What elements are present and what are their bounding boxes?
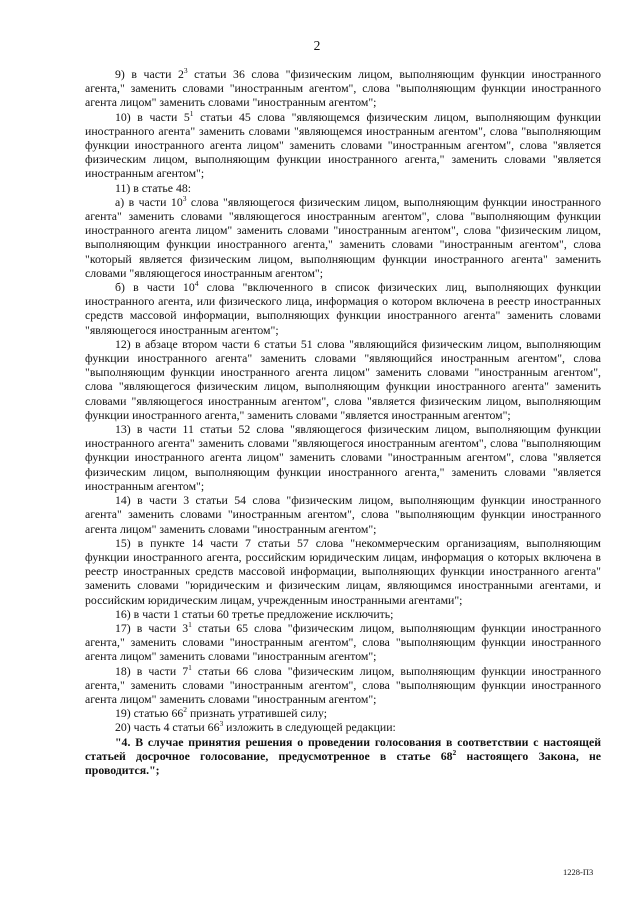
paragraph-text: 15) в пункте 14 части 7 статьи 57 слова "некоммерческим организациям, выполняющим функции иностранного агента, российским юридическим лицам, информация о которых включена в реестр иностранных средств массовой информации, выполняющих функции иностранного агента" заменить словами "юридическим и физическим лицам, являющимся иностранными агентами, и российским юридическим лицам, учрежденным иностранными агентами";	[85, 535, 601, 607]
document-body	[85, 67, 601, 777]
paragraph-text: а) в части 10	[115, 194, 183, 209]
superscript-index: 1	[189, 108, 194, 118]
paragraph-text: 16) в части 1 статьи 60 третье предложение исключить;	[115, 606, 394, 621]
paragraph-text: 12) в абзаце втором части 6 статьи 51 слова "являющийся физическим лицом, выполняющим функции иностранного агента" заменить словами "являющийся иностранным агентом", слова "выполняющим функции иностранного агента лицом" заменить словами "иностранным агентом", слова "являющегося физическим лицом, выполняющим функции иностранного агента" заменить словами "являющегося иностранным агентом", слова "является физическим лицом, выполняющим функции иностранного агента," заменить словами "является иностранным агентом";	[85, 336, 601, 422]
paragraph	[85, 536, 601, 607]
paragraph-text: 19) статью 66	[115, 706, 184, 721]
paragraph	[85, 664, 601, 707]
paragraph-text: статьи 66 слова "физическим лицом, выполняющим функции иностранного агента," заменить словами "иностранным агентом", слова "выполняющим функции иностранного агента лицом" заменить словами "иностранным агентом";	[85, 663, 601, 706]
superscript-index: 4	[194, 279, 199, 289]
paragraph-text: 17) в части 3	[115, 620, 189, 635]
paragraph-text: б) в части 10	[115, 280, 195, 295]
document-code: 1228-П3	[563, 867, 594, 877]
superscript-index: 1	[188, 662, 192, 672]
paragraph-text: признать утратившей силу;	[187, 706, 327, 721]
paragraph-text: "4. В случае принятия решения о проведении голосования в соответствии с настоящей статьей досрочное голосование, предусмотренное в статье 68	[85, 734, 601, 763]
paragraph-text: 10) в части 5	[115, 109, 190, 124]
paragraph	[85, 422, 601, 493]
paragraph-text: 20) часть 4 статьи 66	[115, 720, 220, 735]
superscript-index: 3	[219, 719, 224, 729]
paragraph-text: 11) в статье 48:	[115, 180, 192, 195]
paragraph-text: настоящего Закона, не проводится.";	[85, 748, 601, 777]
paragraph-text: статьи 36 слова "физическим лицом, выполняющим функции иностранного агента," заменить словами "иностранным агентом", слова "выполняющим функции иностранного агента лицом" заменить словами "иностранным агентом";	[85, 67, 601, 110]
paragraph	[85, 181, 601, 195]
page-number: 2	[313, 38, 321, 53]
superscript-index: 1	[188, 620, 192, 629]
paragraph	[85, 493, 601, 536]
paragraph-text: 18) в части 7	[115, 663, 189, 678]
paragraph	[85, 621, 601, 664]
paragraph-text: изложить в следующей редакции:	[223, 720, 396, 735]
paragraph-text: статьи 45 слова "являющемся физическим лицом, выполняющим функции иностранного агента" заменить словами "являющемся иностранным агентом", слова "выполняющим функции иностранного агента лицом" заменить словами "иностранным агентом", слова "является физическим лицом, выполняющим функции иностранного агента," заменить словами "является иностранным агентом";	[85, 109, 601, 181]
superscript-index: 3	[183, 66, 188, 76]
superscript-index: 2	[452, 747, 457, 757]
paragraph	[85, 110, 601, 181]
paragraph-text: статьи 65 слова "физическим лицом, выполняющим функции иностранного агента," заменить словами "иностранным агентом", слова "выполняющим функции иностранного агента лицом" заменить словами "иностранным агентом";	[85, 620, 601, 664]
paragraph-text: 13) в части 11 статьи 52 слова "являющегося физическим лицом, выполняющим функции иностранного агента" заменить словами "являющегося иностранным агентом", слова "выполняющим функции иностранного агента лицом" заменить словами "иностранным агентом", слова "является физическим лицом, выполняющим функции иностранного агента," заменить словами "является иностранным агентом";	[85, 422, 601, 493]
paragraph	[85, 735, 601, 778]
paragraph-text: слова "включенного в список физических лиц, выполняющих функции иностранного агента, или физического лица, информация о котором включена в реестр иностранных средств массовой информации, выполняющих функции иностранного агента" заменить словами "являющегося иностранным агентом";	[85, 280, 601, 337]
paragraph-text: слова "являющегося физическим лицом, выполняющим функции иностранного агента" заменить словами "являющегося иностранным агентом", слова "выполняющим функции иностранного агента лицом" заменить словами "иностранным агентом", слова "физическим лицом, выполняющим функции иностранного агента," заменить словами "иностранным агентом", слова "который является физическим лицом, выполняющим функции иностранного агента" заменить словами "являющегося иностранным агентом";	[85, 194, 601, 280]
superscript-index: 3	[182, 193, 187, 203]
paragraph	[85, 720, 601, 734]
paragraph-text: 9) в части 2	[115, 67, 184, 81]
paragraph	[85, 607, 601, 621]
paragraph	[85, 67, 601, 110]
paragraph-text: 14) в части 3 статьи 54 слова "физическим лицом, выполняющим функции иностранного агента" заменить словами "иностранным агентом", слова "выполняющим функции иностранного агента лицом" заменить словами "иностранным агентом";	[85, 493, 601, 536]
paragraph	[85, 337, 601, 422]
paragraph	[85, 706, 601, 720]
paragraph	[85, 280, 601, 337]
superscript-index: 2	[183, 705, 187, 715]
paragraph	[85, 195, 601, 280]
